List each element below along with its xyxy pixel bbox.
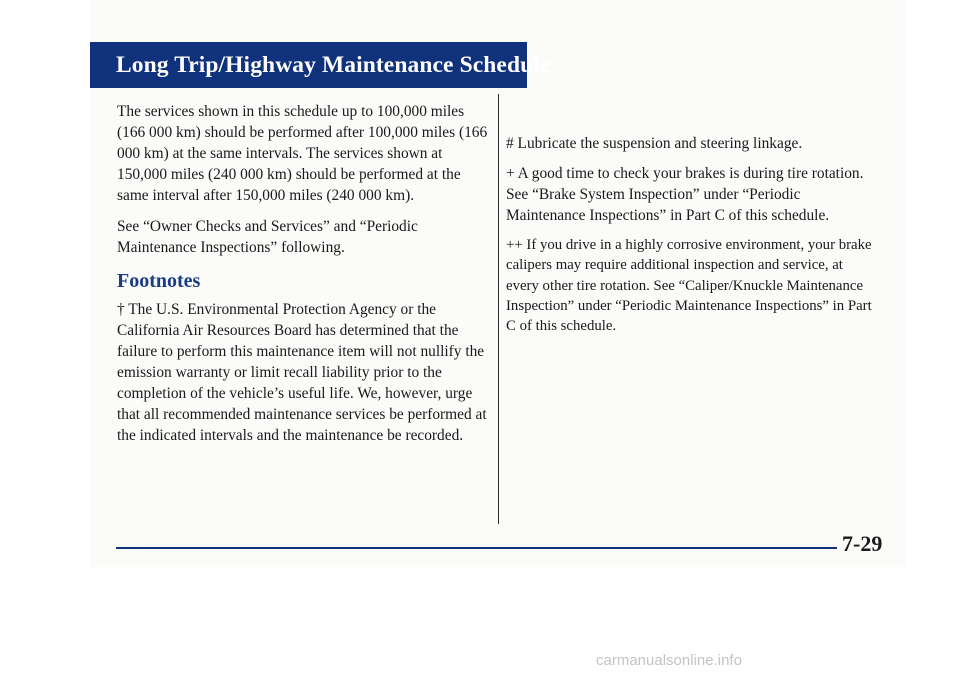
- footer-rule: [116, 547, 837, 549]
- page-number: 7-29: [842, 531, 883, 556]
- column-divider: [498, 94, 499, 524]
- section-title-banner: [90, 42, 551, 88]
- see-also-paragraph: See “Owner Checks and Services” and “Periodic Maintenance Inspections” following.: [117, 218, 418, 256]
- footnote-hash: # Lubricate the suspension and steering linkage.: [506, 135, 803, 152]
- footnote-double-plus: ++ If you drive in a highly corrosive environment, your brake calipers may require additional inspection and service, at every other tire rotation. See “Caliper/Knuckle Maintenance Inspection” under “Periodic Maintenance Inspections” in Part C of this schedule.: [506, 237, 872, 335]
- footnote-dagger: † The U.S. Environmental Protection Agency or the California Air Resources Board has determined that the failure to perform this maintenance item will not nullify the emission warranty or limit recall liability prior to the completion of the vehicle’s useful life. We, however, urge that all recommended maintenance services be performed at the indicated intervals and the maintenance be recorded.: [117, 301, 487, 444]
- section-title: Long Trip/Highway Maintenance Schedule: [116, 51, 551, 78]
- watermark-text: carmanualsonline.info: [596, 652, 742, 669]
- footnotes-heading: Footnotes: [117, 270, 201, 292]
- intro-paragraph: The services shown in this schedule up to 100,000 miles (166 000 km) should be performed after 100,000 miles (166 000 km) at the same intervals. The services shown at 150,000 miles (240 000 km) should be performed at the same interval after 150,000 miles (240 000 km).: [117, 103, 488, 204]
- right-column: [506, 90, 876, 336]
- left-column: [117, 90, 489, 446]
- footnote-plus: + A good time to check your brakes is during tire rotation. See “Brake System Inspection” under “Periodic Maintenance Inspections” in Part C of this schedule.: [506, 165, 864, 224]
- manual-page: [90, 0, 905, 567]
